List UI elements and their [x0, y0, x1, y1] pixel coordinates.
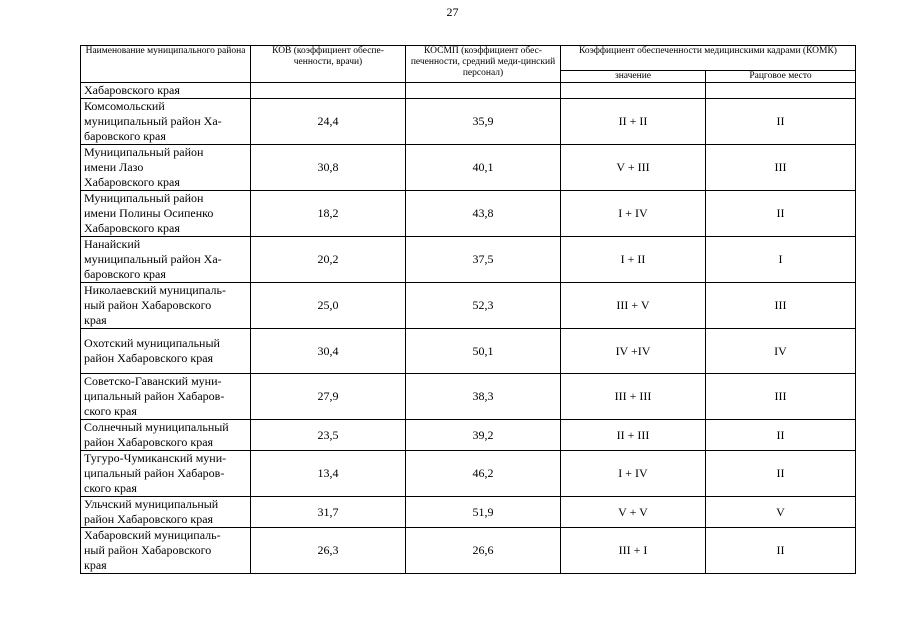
kov-value: 23,5 [251, 420, 406, 451]
kosmp-value: 37,5 [406, 237, 561, 283]
kov-value: 13,4 [251, 451, 406, 497]
komk-rank: II [706, 528, 856, 574]
kosmp-value: 52,3 [406, 283, 561, 329]
kov-value: 20,2 [251, 237, 406, 283]
kov-value: 24,4 [251, 99, 406, 145]
header-kosmp: КОСМП (коэффициент обес-печенности, средний меди-цинский персонал) [406, 46, 561, 83]
komk-rank: I [706, 237, 856, 283]
kosmp-value: 51,9 [406, 497, 561, 528]
kov-value: 25,0 [251, 283, 406, 329]
header-komk-value: значение [561, 71, 706, 83]
kosmp-value: 40,1 [406, 145, 561, 191]
table-row [81, 420, 856, 451]
district-name: Тугуро-Чумиканский муни- ципальный район Хабаров- ского края [81, 451, 251, 497]
kosmp-value: 35,9 [406, 99, 561, 145]
komk-rank: III [706, 283, 856, 329]
district-name: Муниципальный район имени Лазо Хабаровского края [81, 145, 251, 191]
district-name: Солнечный муниципальный район Хабаровского края [81, 420, 251, 451]
header-name: Наименование муниципального района [81, 46, 251, 83]
district-name: Хабаровского края [81, 83, 251, 99]
table-row [81, 283, 856, 329]
komk-value: II + II [561, 99, 706, 145]
table-row [81, 191, 856, 237]
komk-value: I + IV [561, 191, 706, 237]
medical-staff-table [80, 45, 856, 574]
table-row [81, 83, 856, 99]
table-row [81, 528, 856, 574]
komk-value: I + IV [561, 451, 706, 497]
komk-value: V + V [561, 497, 706, 528]
komk-value: V + III [561, 145, 706, 191]
header-komk: Коэффициент обеспеченности медицинскими кадрами (КОМК) [561, 46, 856, 71]
komk-rank: III [706, 374, 856, 420]
district-name: Ульчский муниципальный район Хабаровского края [81, 497, 251, 528]
komk-rank: II [706, 191, 856, 237]
kov-value: 30,4 [251, 329, 406, 374]
district-name: Хабаровский муниципаль- ный район Хабаровского края [81, 528, 251, 574]
kosmp-value: 43,8 [406, 191, 561, 237]
kosmp-value: 46,2 [406, 451, 561, 497]
komk-rank: II [706, 420, 856, 451]
table-row [81, 329, 856, 374]
komk-rank [706, 83, 856, 99]
komk-value: I + II [561, 237, 706, 283]
komk-rank: III [706, 145, 856, 191]
komk-rank: II [706, 451, 856, 497]
district-name: Советско-Гаванский муни- ципальный район Хабаров- ского края [81, 374, 251, 420]
kov-value: 26,3 [251, 528, 406, 574]
komk-rank: IV [706, 329, 856, 374]
district-name: Охотский муниципальный район Хабаровского края [81, 329, 251, 374]
komk-rank: V [706, 497, 856, 528]
kov-value: 31,7 [251, 497, 406, 528]
kosmp-value: 38,3 [406, 374, 561, 420]
page-number: 27 [446, 5, 459, 19]
table-row [81, 374, 856, 420]
komk-value: IV +IV [561, 329, 706, 374]
table-row [81, 145, 856, 191]
header-kov: КОВ (коэффициент обеспе-ченности, врачи) [251, 46, 406, 83]
district-name: Комсомольский муниципальный район Ха- баровского края [81, 99, 251, 145]
komk-value: II + III [561, 420, 706, 451]
table-row [81, 99, 856, 145]
kov-value: 30,8 [251, 145, 406, 191]
district-name: Муниципальный район имени Полины Осипенко Хабаровского края [81, 191, 251, 237]
table-row [81, 237, 856, 283]
kov-value [251, 83, 406, 99]
komk-value [561, 83, 706, 99]
district-name: Нанайский муниципальный район Ха- баровского края [81, 237, 251, 283]
kosmp-value: 26,6 [406, 528, 561, 574]
kov-value: 18,2 [251, 191, 406, 237]
komk-value: III + I [561, 528, 706, 574]
kosmp-value: 39,2 [406, 420, 561, 451]
district-name: Николаевский муниципаль- ный район Хабаровского края [81, 283, 251, 329]
header-komk-rank: Рацговое место [706, 71, 856, 83]
kosmp-value: 50,1 [406, 329, 561, 374]
komk-value: III + III [561, 374, 706, 420]
kosmp-value [406, 83, 561, 99]
komk-value: III + V [561, 283, 706, 329]
komk-rank: II [706, 99, 856, 145]
table-row [81, 451, 856, 497]
table-row [81, 497, 856, 528]
kov-value: 27,9 [251, 374, 406, 420]
